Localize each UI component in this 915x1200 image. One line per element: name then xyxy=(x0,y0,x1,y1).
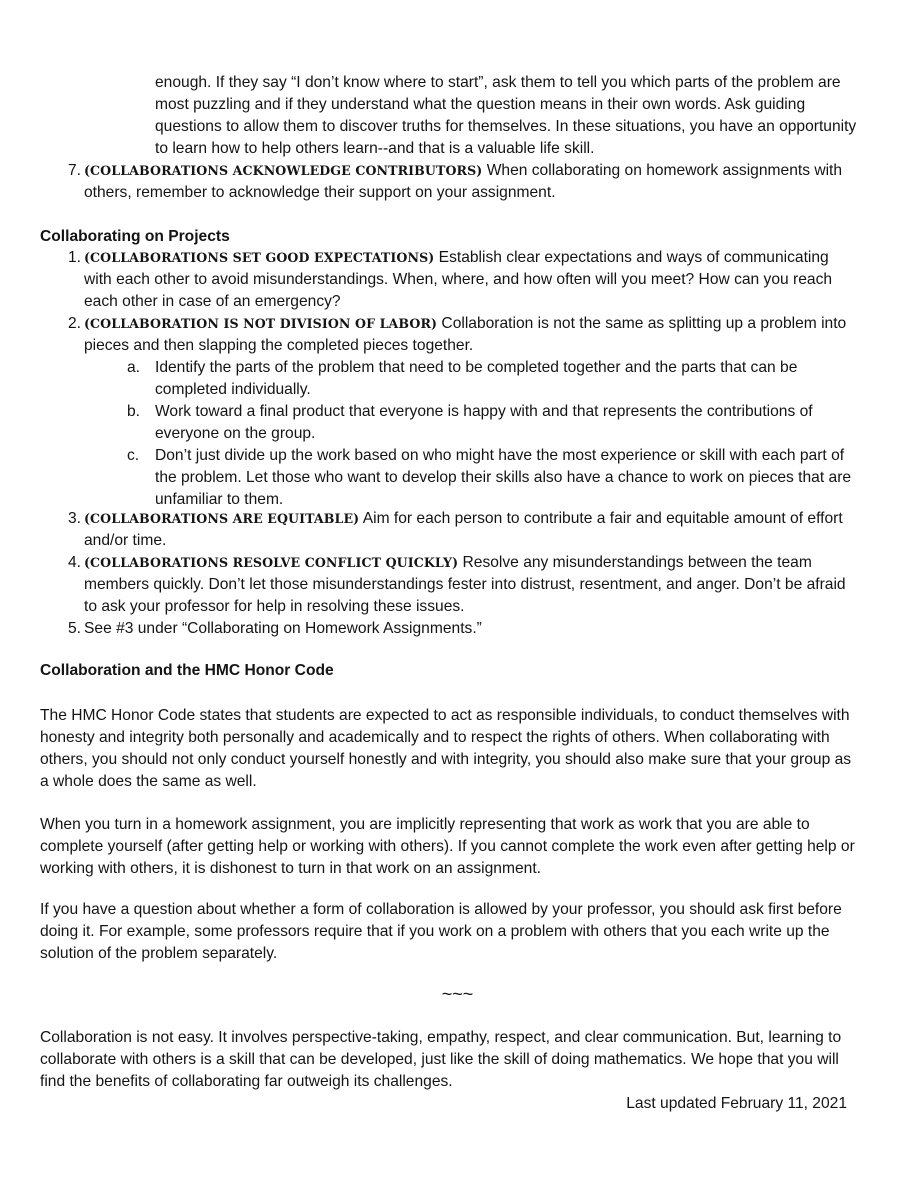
list-item xyxy=(40,313,860,357)
honor-code-paragraph: If you have a question about whether a form of collaboration is allowed by your professor, you should ask first before doing it. For example, some professors require that if you work on a problem with others that you each write up the solution of the problem separately. xyxy=(40,901,842,962)
homework-list xyxy=(40,160,860,204)
sub-item-text: Work toward a final product that everyone is happy with and that represents the contributions of everyone on the group. xyxy=(155,403,813,442)
item-text: Resolve any misunderstandings between the team members quickly. Don’t let those misunderstandings fester into distrust, resentment, and anger. Don’t be afraid to ask your professor for help in resolving these issues. xyxy=(84,554,846,615)
projects-sublist xyxy=(84,357,860,511)
sub-list-item: a. Identify the parts of the problem that need to be completed together and the parts that can be completed individually. xyxy=(127,359,798,398)
item-tag: (COLLABORATIONS ARE EQUITABLE) xyxy=(84,511,360,526)
item-number: 2. xyxy=(68,315,82,332)
honor-code-heading: Collaboration and the HMC Honor Code xyxy=(40,662,334,679)
projects-list-continued xyxy=(40,508,860,640)
sub-item-text: Identify the parts of the problem that need to be completed together and the parts that can be completed individually. xyxy=(155,359,798,398)
item-tag: (COLLABORATIONS RESOLVE CONFLICT QUICKLY) xyxy=(84,555,459,570)
item-text: When collaborating on homework assignments with others, remember to acknowledge their support on your assignment. xyxy=(84,162,843,201)
sub-item-text: Don’t just divide up the work based on who might have the most experience or skill with each part of the problem. Let those who want to develop their skills also have a chance to work on pieces that are unfamiliar to them. xyxy=(155,447,852,508)
list-item xyxy=(40,160,860,204)
sub-list-item: c. Don’t just divide up the work based on who might have the most experience or skill with each part of the problem. Let those who want to develop their skills also have a chance to work on pieces that are unfamiliar to them. xyxy=(127,447,852,508)
item-tag: (COLLABORATIONS ACKNOWLEDGE CONTRIBUTORS) xyxy=(84,163,483,178)
item-text: Aim for each person to contribute a fair and equitable amount of effort and/or time. xyxy=(84,510,843,549)
list-item xyxy=(40,247,860,313)
item-number: 7. xyxy=(68,162,82,179)
intro-continuation: enough. If they say “I don’t know where to start”, ask them to tell you which parts of the problem are most puzzling and if they understand what the question means in their own words. Ask guiding questions to allow them to discover truths for themselves. In these situations, you have an opportunity to learn how to help others learn--and that is a valuable life skill. xyxy=(155,74,857,157)
item-number: 5. xyxy=(68,620,82,637)
section-separator: ~~~ xyxy=(441,984,474,1004)
item-number: 4. xyxy=(68,554,82,571)
item-text: Establish clear expectations and ways of communicating with each other to avoid misunderstandings. When, where, and how often will you meet? How can you reach each other in case of an emergency? xyxy=(84,249,833,310)
closing-paragraph: Collaboration is not easy. It involves perspective-taking, empathy, respect, and clear communication. But, learning to collaborate with others is a skill that can be developed, just like the skill of doing mathematics. We hope that you will find the benefits of collaborating far outweigh its challenges. xyxy=(40,1029,842,1090)
item-text: See #3 under “Collaborating on Homework Assignments.” xyxy=(84,620,482,637)
item-text: Collaboration is not the same as splitting up a problem into pieces and then slapping the completed pieces together. xyxy=(84,315,847,354)
list-item xyxy=(40,618,860,640)
item-tag: (COLLABORATION IS NOT DIVISION OF LABOR) xyxy=(84,316,438,331)
sub-list-item: b. Work toward a final product that everyone is happy with and that represents the contributions of everyone on the group. xyxy=(127,403,813,442)
projects-heading: Collaborating on Projects xyxy=(40,228,230,245)
item-number: 3. xyxy=(68,510,82,527)
last-updated: Last updated February 11, 2021 xyxy=(626,1095,847,1112)
honor-code-paragraph: The HMC Honor Code states that students are expected to act as responsible individuals, to conduct themselves with honesty and integrity both personally and academically and to respect the rights of others. When collaborating with others, you should not only conduct yourself honestly and with integrity, you should also make sure that your group as a whole does the same as well. xyxy=(40,707,852,790)
list-item xyxy=(40,508,860,552)
item-number: 1. xyxy=(68,249,82,266)
honor-code-paragraph: When you turn in a homework assignment, you are implicitly representing that work as work that you are able to complete yourself (after getting help or working with others). If you cannot complete the work even after getting help or working with others, it is dishonest to turn in that work on an assignment. xyxy=(40,816,855,877)
item-tag: (COLLABORATIONS SET GOOD EXPECTATIONS) xyxy=(84,250,435,265)
list-item xyxy=(40,552,860,618)
projects-list xyxy=(40,247,860,357)
